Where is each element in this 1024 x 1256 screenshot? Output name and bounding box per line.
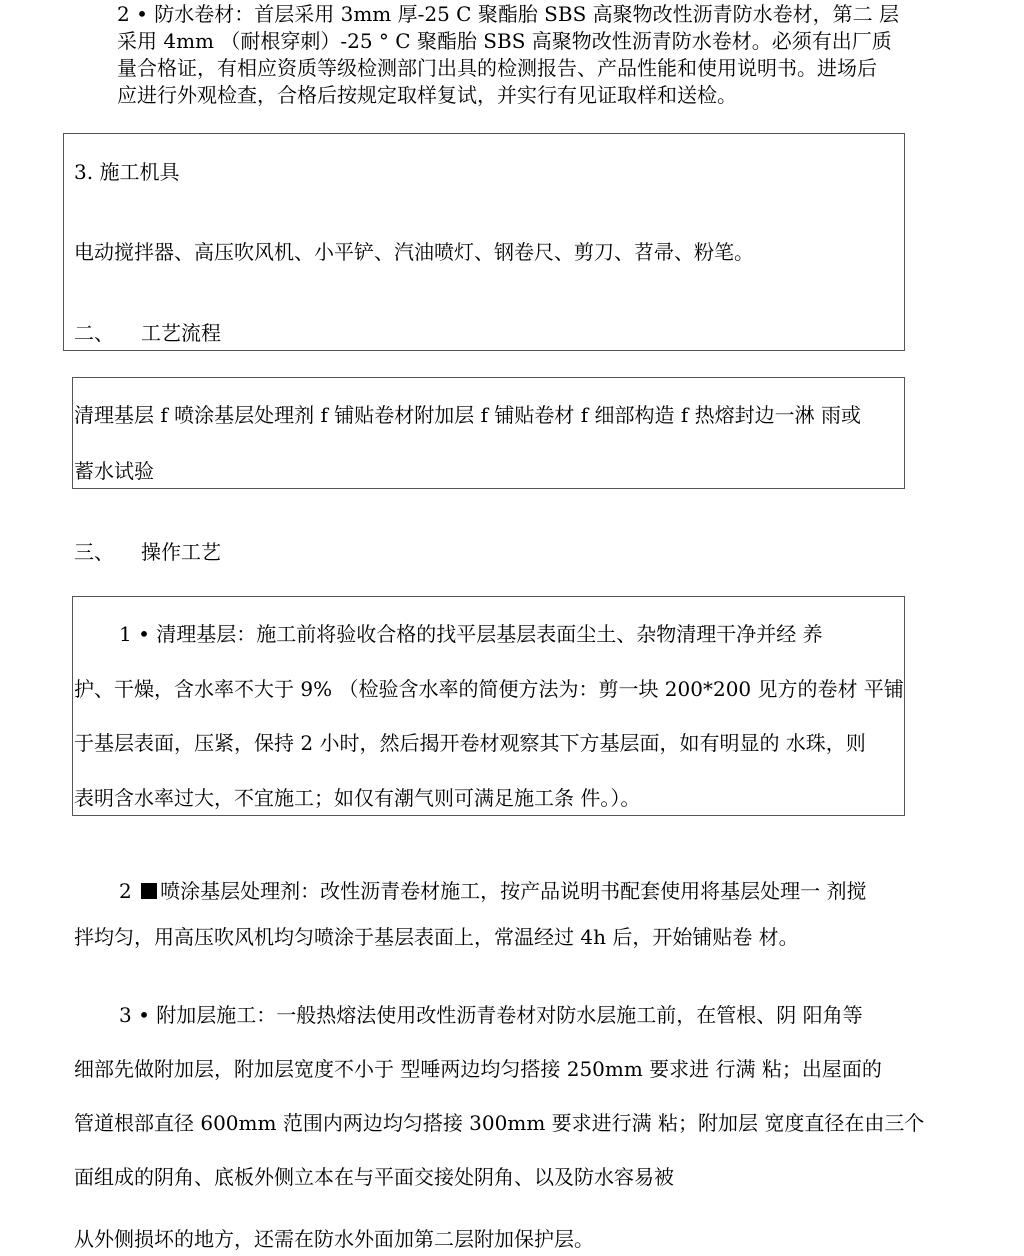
item2-line-1: 2 • 防水卷材：首层采用 3mm 厚-25 C 聚酯胎 SBS 高聚物改性沥青防水卷材，第二 层 <box>117 2 900 26</box>
tools-text: 电动搅拌器、高压吹风机、小平铲、汽油喷灯、钢卷尺、剪刀、苕帚、粉笔。 <box>74 240 754 264</box>
black-square-icon <box>141 883 157 899</box>
step2-number: 2 <box>119 879 132 903</box>
section2-number: 二、 <box>74 321 114 345</box>
step3-line-2: 细部先做附加层，附加层宽度不小于 型唾两边均匀搭接 250mm 要求进 行满 粘；出屋面的 <box>74 1057 882 1081</box>
step3-line-4: 面组成的阴角、底板外侧立本在与平面交接处阴角、以及防水容易被 <box>74 1165 674 1189</box>
item2-line-4: 应进行外观检查，合格后按规定取样复试，并实行有见证取样和送检。 <box>117 83 737 107</box>
section3-title: 操作工艺 <box>141 540 221 564</box>
step2-line-1 <box>119 881 866 901</box>
step1-line-4: 表明含水率过大，不宜施工；如仅有潮气则可满足施工条 件。）。 <box>74 786 641 810</box>
step3-line-3: 管道根部直径 600mm 范围内两边均匀搭接 300mm 要求进行满 粘；附加层 宽度直径在由三个 <box>74 1111 925 1135</box>
step3-line-1: 3 • 附加层施工：一般热熔法使用改性沥青卷材对防水层施工前，在管根、阴 阳角等 <box>119 1003 863 1027</box>
step1-line-3: 于基层表面，压紧，保持 2 小时，然后揭开卷材观察其下方基层面，如有明显的 水珠，则 <box>74 731 866 755</box>
step3-line-5: 从外侧损坏的地方，还需在防水外面加第二层附加保护层。 <box>74 1227 594 1251</box>
section2-title: 工艺流程 <box>141 321 221 345</box>
tools-heading: 3. 施工机具 <box>74 160 180 184</box>
step1-line-2: 护、干燥，含水率不大于 9% （检验含水率的简便方法为：剪一块 200*200 见方的卷材 平铺 <box>74 677 904 701</box>
item2-line-3: 量合格证，有相应资质等级检测部门出具的检测报告、产品性能和使用说明书。进场后 <box>117 56 877 80</box>
flow-line-1: 清理基层 f 喷涂基层处理剂 f 铺贴卷材附加层 f 铺贴卷材 f 细部构造 f 热熔封边一淋 雨或 <box>74 403 861 427</box>
step2-line-1-text: 喷涂基层处理剂：改性沥青卷材施工，按产品说明书配套使用将基层处理一 剂搅 <box>160 879 867 903</box>
flow-line-2: 蓄水试验 <box>74 459 154 483</box>
flow-box <box>72 377 905 489</box>
item2-line-2: 采用 4mm （耐根穿刺）-25 ° C 聚酯胎 SBS 高聚物改性沥青防水卷材。必须有出厂质 <box>117 29 892 53</box>
step1-line-1: 1 • 清理基层：施工前将验收合格的找平层基层表面尘土、杂物清理干净并经 养 <box>119 622 823 646</box>
section3-number: 三、 <box>74 540 114 564</box>
step2-line-2: 拌均匀，用高压吹风机均匀喷涂于基层表面上，常温经过 4h 后，开始铺贴卷 材。 <box>74 925 799 949</box>
